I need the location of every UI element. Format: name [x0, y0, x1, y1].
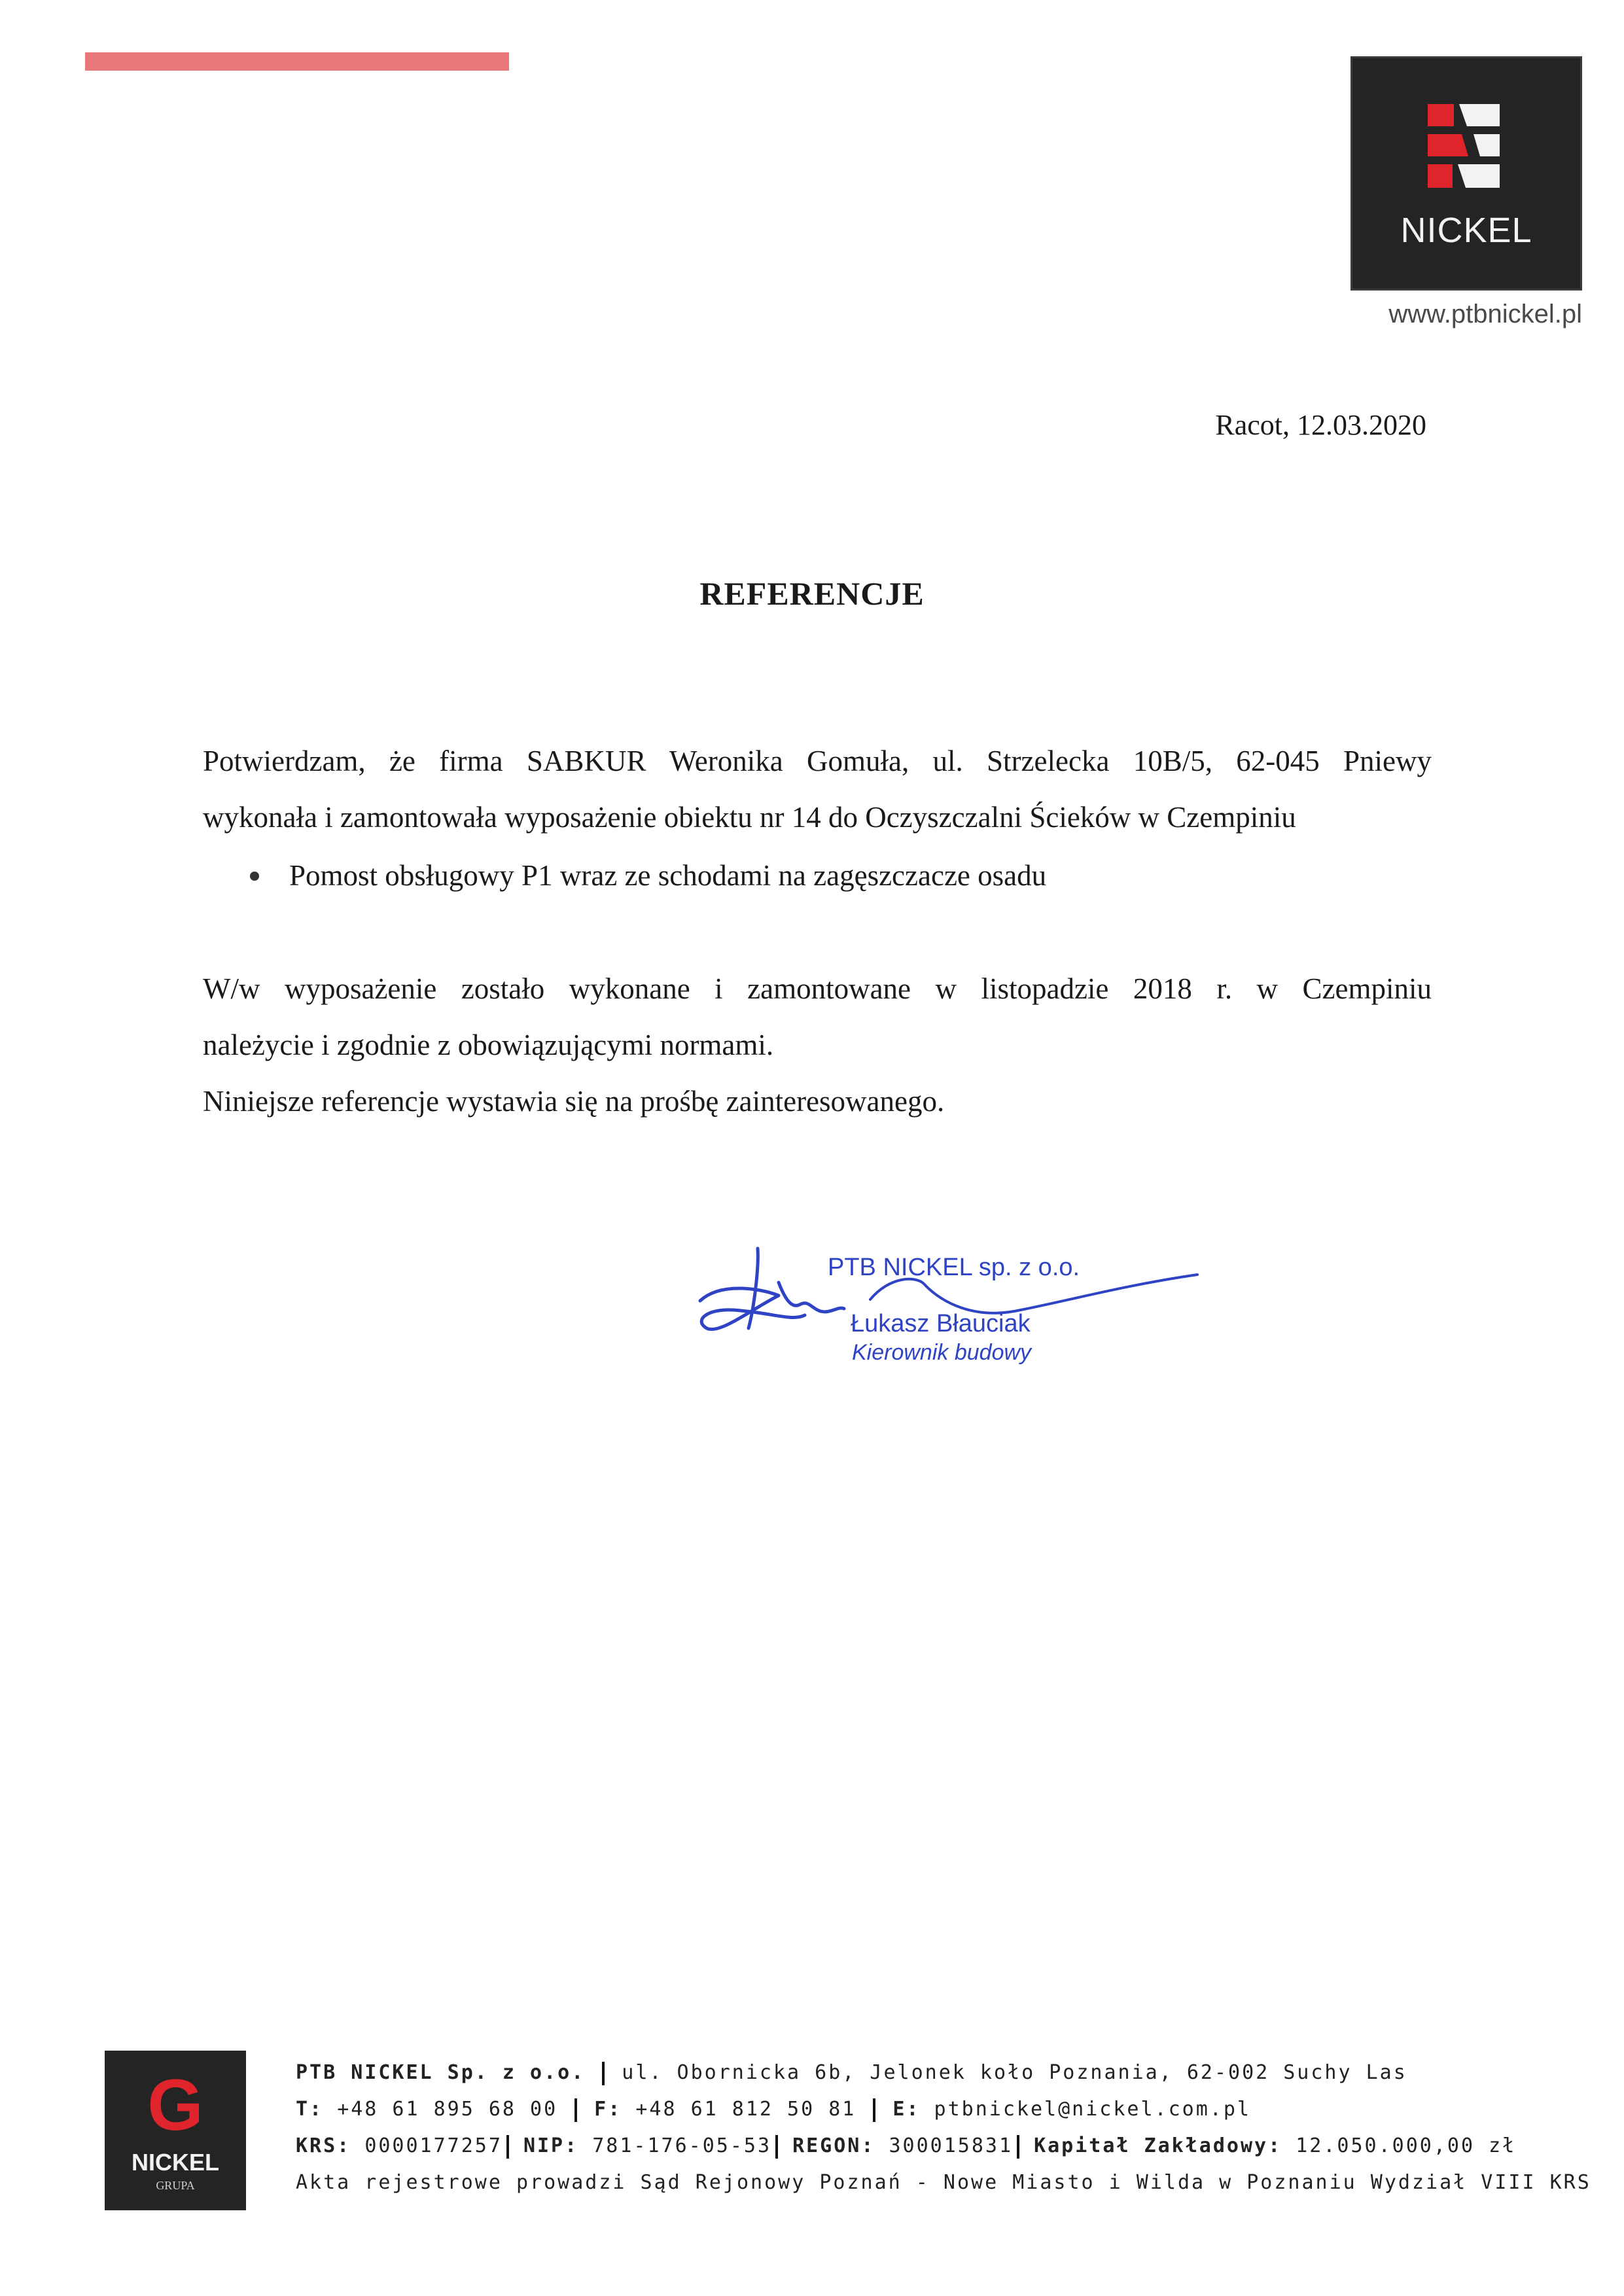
nickel-group-logo [105, 2051, 246, 2210]
footer-fax: +48 61 812 50 81 [635, 2098, 856, 2121]
footer-nip-label: NIP: [523, 2134, 579, 2157]
signature-stamp [680, 1237, 1230, 1381]
separator [602, 2062, 605, 2085]
footer-row-court [296, 2164, 1591, 2201]
footer-krs-label: KRS: [296, 2134, 351, 2157]
logo-brand-name: NICKEL [1400, 211, 1532, 250]
footer-fax-label: F: [594, 2098, 622, 2121]
separator [506, 2135, 509, 2159]
paragraph-line: Niniejsze referencje wystawia się na prośbę zainteresowanego. [203, 1085, 945, 1118]
stamp-company: PTB NICKEL sp. z o.o. [828, 1254, 1080, 1281]
company-footer [296, 2055, 1591, 2201]
paragraph-completion [203, 961, 1432, 1129]
footer-regon-label: REGON: [792, 2134, 875, 2157]
header-accent-bar [85, 52, 509, 71]
footer-row-contact [296, 2091, 1578, 2128]
separator [775, 2135, 778, 2159]
footer-phone: +48 61 895 68 00 [337, 2098, 558, 2121]
document-title: REFERENCJE [699, 575, 925, 612]
footer-company-name: PTB NICKEL Sp. z o.o. [296, 2061, 586, 2084]
list-item [250, 847, 1046, 904]
footer-capital: 12.050.000,00 zł [1296, 2134, 1517, 2157]
footer-email-label: E: [892, 2098, 921, 2121]
stamp-name: Łukasz Błauciak [851, 1310, 1031, 1337]
separator [1017, 2135, 1019, 2159]
footer-row-registry-numbers [296, 2128, 1578, 2164]
paragraph-confirmation [203, 733, 1432, 845]
place-date: Racot, 12.03.2020 [1215, 409, 1426, 441]
footer-registry-court: Akta rejestrowe prowadzi Sąd Rejonowy Poznań - Nowe Miasto i Wilda w Poznaniu Wydział VIII KRS [296, 2171, 1591, 2194]
logo-group: GRUPA [156, 2179, 195, 2192]
footer-phone-label: T: [296, 2098, 324, 2121]
paragraph-line: Potwierdzam, że firma SABKUR Weronika Gomuła, ul. Strzelecka 10B/5, 62-045 Pniewy [203, 745, 1432, 777]
nickel-logo [1350, 56, 1582, 291]
paragraph-line: wykonała i zamontowała wyposażenie obiektu nr 14 do Oczyszczalni Ścieków w Czempiniu [203, 801, 1296, 834]
logo-name: NICKEL [132, 2149, 219, 2176]
logo-letter: G [147, 2065, 203, 2146]
list-item-text: Pomost obsługowy P1 wraz ze schodami na zagęszczacze osadu [289, 859, 1047, 892]
footer-krs: 0000177257 [364, 2134, 503, 2157]
footer-row-company [296, 2055, 1578, 2091]
footer-regon: 300015831 [889, 2134, 1014, 2157]
footer-email[interactable]: ptbnickel@nickel.com.pl [934, 2098, 1251, 2121]
footer-nip: 781-176-05-53 [592, 2134, 772, 2157]
paragraph-line: należycie i zgodnie z obowiązującymi normami. [203, 1029, 774, 1061]
website-link[interactable]: www.ptbnickel.pl [1388, 300, 1582, 328]
separator [873, 2098, 875, 2122]
nickel-emblem-icon [1428, 104, 1506, 202]
footer-address: ul. Obornicka 6b, Jelonek koło Poznania, 62-002 Suchy Las [622, 2061, 1407, 2084]
separator [574, 2098, 577, 2122]
footer-capital-label: Kapitał Zakładowy: [1034, 2134, 1282, 2157]
stamp-role: Kierownik budowy [852, 1340, 1032, 1365]
paragraph-line: W/w wyposażenie zostało wykonane i zamontowane w listopadzie 2018 r. w Czempiniu [203, 972, 1432, 1005]
bullet-icon [250, 872, 259, 881]
